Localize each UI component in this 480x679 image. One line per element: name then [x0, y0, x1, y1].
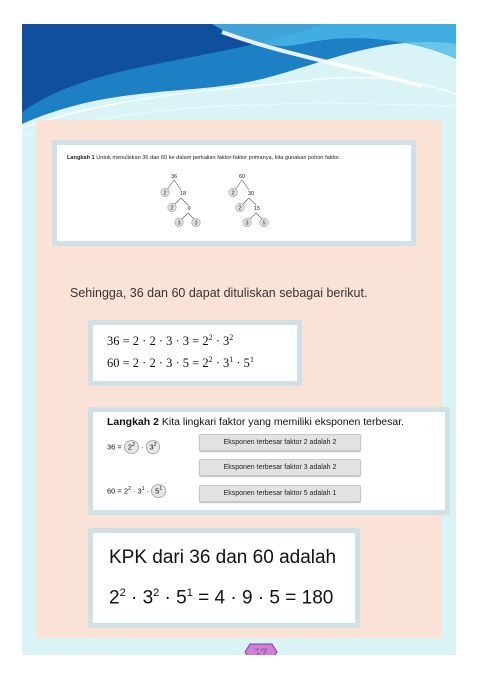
page-number-badge	[241, 641, 281, 660]
tree36-root: 36	[170, 174, 178, 180]
tree36-node: 3	[194, 220, 198, 227]
tree36-node: 2	[170, 205, 174, 212]
step2-title: Langkah 2 Kita lingkari faktor yang memiliki eksponen terbesar.	[107, 416, 405, 428]
tree60-node: 2	[231, 190, 235, 197]
kpk-title: KPK dari 36 dan 60 adalah	[109, 547, 337, 568]
kpk-result: $2^2 \cdot 3^2 \cdot 5^1 = 4 \cdot 9 \cdot 5 = 180$	[109, 587, 334, 609]
tree60-node: 2	[238, 205, 242, 212]
tree36-node: 2	[163, 190, 167, 197]
conclusion-sentence: Sehingga, 36 dan 60 dapat dituliskan sebagai berikut.	[70, 286, 368, 300]
circled-factor: $5^1$	[151, 484, 166, 498]
tree60-node: 15	[253, 206, 261, 212]
circled-factor: $3^2$	[146, 440, 161, 454]
step2-eq36: $36 = 2^2 \cdot 3^2$	[107, 440, 160, 454]
factorization-60: $60 = 2 \cdot 2 \cdot 3 \cdot 5 = 2^2 \cdot 3^1 \cdot 5^1$	[107, 355, 254, 371]
note-factor-2: Eksponen terbesar faktor 2 adalah 2	[199, 434, 361, 451]
note-factor-3: Eksponen terbesar faktor 3 adalah 2	[199, 459, 361, 476]
factorization-box	[88, 320, 302, 386]
step1-description: Untuk menuliskan 36 dan 60 ke dalam perkalian faktor-faktor primanya, kita gunakan pohon faktor.	[96, 155, 341, 161]
step1-box	[52, 140, 416, 246]
step2-eq60: $60 = 2^2 \cdot 3^1 \cdot 5^1$	[107, 484, 166, 498]
tree36-node: 18	[179, 191, 187, 197]
tree60-node: 30	[247, 191, 255, 197]
tree36-node: 3	[177, 220, 181, 227]
kpk-box	[88, 528, 360, 628]
page-number: 27	[255, 645, 267, 660]
tree36-node: 9	[187, 206, 191, 212]
factor-trees	[57, 145, 411, 241]
note-factor-5: Eksponen terbesar faktor 5 adalah 1	[199, 485, 361, 502]
circled-factor: $2^2$	[124, 440, 139, 454]
factorization-36: $36 = 2 \cdot 2 \cdot 3 \cdot 3 = 2^2 \cdot 3^2$	[107, 333, 234, 349]
step1-label: Langkah 1	[67, 155, 95, 161]
tree60-node: 3	[245, 220, 249, 227]
tree60-root: 60	[238, 174, 246, 180]
tree60-node: 5	[262, 220, 266, 227]
step2-box	[88, 407, 450, 515]
page	[22, 24, 456, 660]
